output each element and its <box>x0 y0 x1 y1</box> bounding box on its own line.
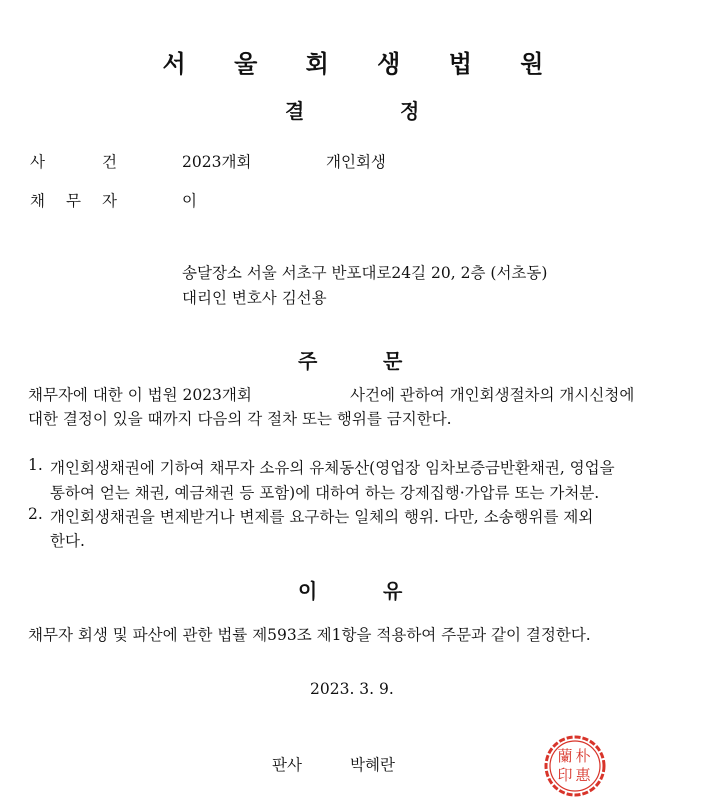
order-heading-left: 주 <box>298 349 318 373</box>
judge-seal-icon <box>543 734 607 798</box>
agent: 대리인 변호사 김선용 <box>182 289 327 307</box>
seal-char-2: 惠 <box>575 766 591 784</box>
case-name: 개인회생 <box>326 153 386 171</box>
debtor-label-char-3: 자 <box>102 192 117 210</box>
judge-title: 판사 <box>272 756 302 774</box>
debtor-label-char-1: 채 <box>30 192 45 210</box>
item-2-line-2: 한다. <box>50 532 85 550</box>
judge-name: 박혜란 <box>350 756 395 774</box>
reason-heading-right: 유 <box>383 579 403 603</box>
order-intro-part-a: 채무자에 대한 이 법원 2023개회 <box>28 386 252 404</box>
item-1-marker: 1. <box>28 456 43 474</box>
item-1-line-1: 개인회생채권에 기하여 채무자 소유의 유체동산(영업장 임차보증금반환채권, 영업을 <box>50 459 615 477</box>
service-address: 송달장소 서울 서초구 반포대로24길 20, 2층 (서초동) <box>182 264 548 282</box>
document-type-left: 결 <box>285 99 305 123</box>
debtor-name: 이 <box>182 192 197 210</box>
seal-char-3: 蘭 <box>557 747 573 765</box>
item-2-line-1: 개인회생채권을 변제받거나 변제를 요구하는 일체의 행위. 다만, 소송행위를 제외 <box>50 508 594 526</box>
court-name: 서 울 회 생 법 원 <box>162 49 564 78</box>
order-heading-right: 문 <box>383 349 403 373</box>
item-2-marker: 2. <box>28 505 43 523</box>
item-1-line-2: 통하여 얻는 채권, 예금채권 등 포함)에 대하여 하는 강제집행·가압류 또는 가처분. <box>50 484 600 502</box>
debtor-label-char-2: 무 <box>66 192 81 210</box>
document-type-right: 정 <box>400 99 420 123</box>
case-label-char-1: 사 <box>30 153 45 171</box>
order-intro-part-b: 사건에 관하여 개인회생절차의 개시신청에 <box>350 386 635 404</box>
reason-text: 채무자 회생 및 파산에 관한 법률 제593조 제1항을 적용하여 주문과 같이 결정한다. <box>28 626 591 644</box>
reason-heading-left: 이 <box>298 579 318 603</box>
seal-char-1: 朴 <box>575 747 591 765</box>
case-number: 2023개회 <box>182 153 252 171</box>
decision-date: 2023. 3. 9. <box>310 680 394 698</box>
seal-char-4: 印 <box>557 766 573 784</box>
order-intro-part-c: 대한 결정이 있을 때까지 다음의 각 절차 또는 행위를 금지한다. <box>28 410 452 428</box>
case-label-char-2: 건 <box>102 153 117 171</box>
